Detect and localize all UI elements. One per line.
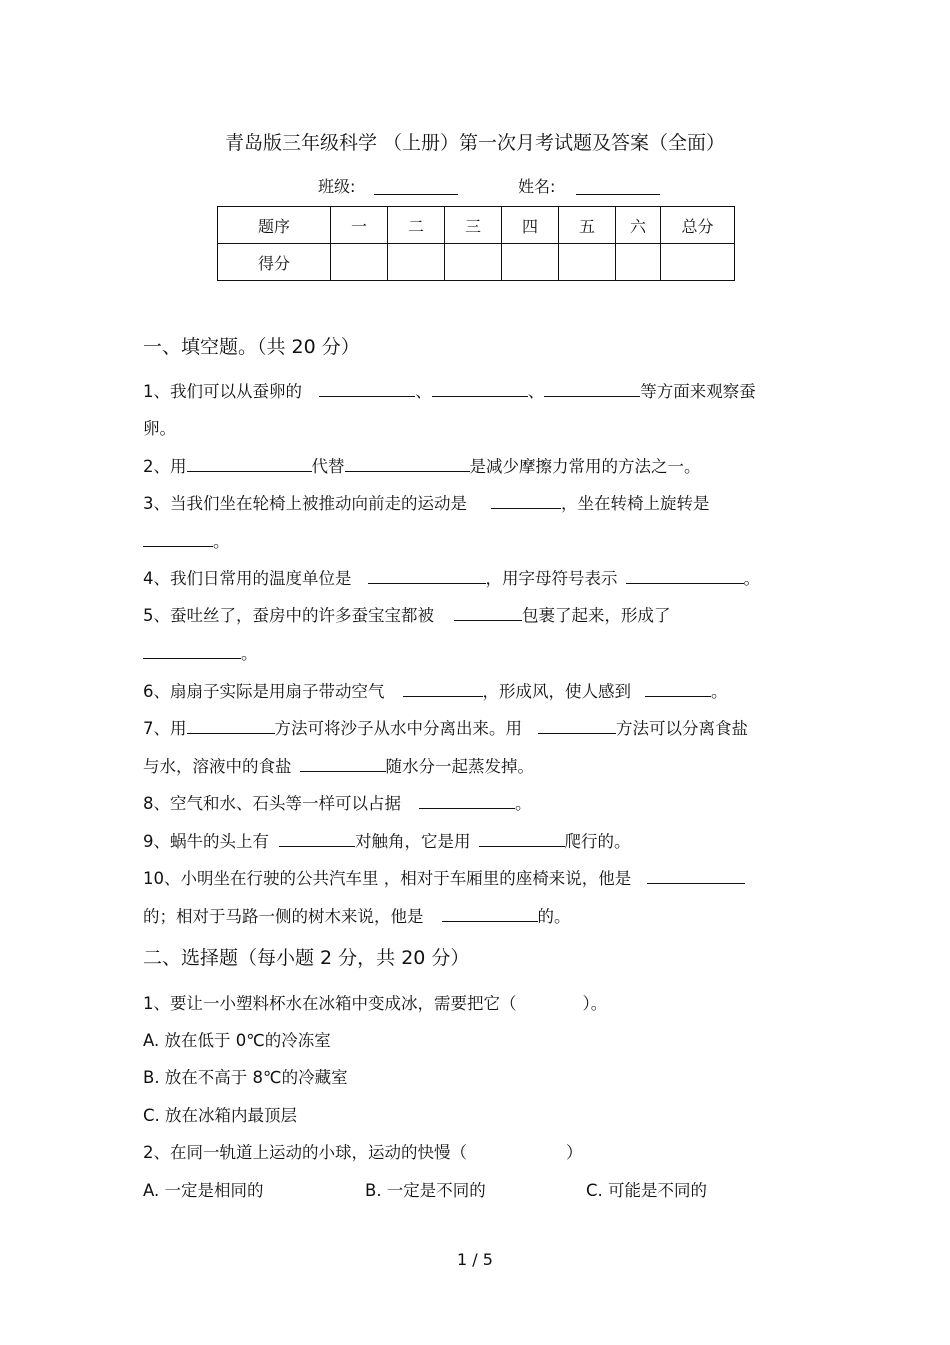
q1-separator: 、 — [527, 382, 545, 401]
q1-blank-3[interactable] — [544, 395, 640, 397]
table-header-cell: 二 — [388, 207, 445, 244]
question-9-fill — [143, 828, 631, 852]
mc-q1-option-c[interactable]: C. 放在冰箱内最顶层 — [143, 1106, 298, 1125]
q3-text: ，坐在转椅上旋转是 — [561, 494, 710, 513]
question-2-fill — [143, 453, 701, 477]
q9-blank-2[interactable] — [479, 845, 565, 847]
q1-separator: 、 — [415, 382, 432, 401]
q3-text: 。 — [213, 532, 230, 551]
mc-question-1-stem: 1、要让一小塑料杯水在冰箱中变成冰，需要把它（ ）。 — [143, 994, 608, 1013]
q2-blank-2[interactable] — [345, 470, 470, 472]
score-table-score-row — [218, 244, 735, 281]
score-cell[interactable] — [661, 244, 735, 281]
score-cell[interactable] — [502, 244, 559, 281]
q1-text: 1、我们可以从蚕卵的 — [143, 382, 302, 401]
q9-text: 9、蜗牛的头上有 — [143, 832, 269, 851]
question-3-fill-wrap — [143, 528, 230, 552]
question-7-fill-wrap — [143, 753, 534, 777]
q7-blank-1[interactable] — [187, 732, 275, 734]
q8-text: 8、空气和水、石头等一样可以占据 — [143, 794, 401, 813]
question-7-fill — [143, 715, 748, 739]
score-cell[interactable] — [616, 244, 661, 281]
q9-text: 对触角，它是用 — [355, 832, 471, 851]
question-10-fill — [143, 865, 745, 889]
question-10-fill-wrap — [143, 903, 571, 927]
table-header-cell: 题序 — [218, 207, 331, 244]
q5-blank-2[interactable] — [143, 657, 241, 659]
table-header-cell: 一 — [331, 207, 388, 244]
q1-blank-2[interactable] — [432, 395, 528, 397]
question-6-fill — [143, 678, 728, 702]
question-3-fill — [143, 490, 710, 514]
q5-blank-1[interactable] — [454, 619, 522, 621]
q6-text: ，形成风，使人感到 — [482, 682, 631, 701]
mc-q1-option-a[interactable]: A. 放在低于 0℃的冷冻室 — [143, 1031, 331, 1050]
q10-text: 10、小明坐在行驶的公共汽车里 ，相对于车厢里的座椅来说，他是 — [143, 869, 632, 888]
mc-q2-option-b[interactable]: B. 一定是不同的 — [365, 1181, 486, 1200]
mc-question-2-stem: 2、在同一轨道上运动的小球，运动的快慢（ ） — [143, 1143, 583, 1162]
q6-text: 。 — [711, 682, 728, 701]
q5-text: 5、蚕吐丝了，蚕房中的许多蚕宝宝都被 — [143, 606, 434, 625]
q8-text: 。 — [515, 794, 532, 813]
q4-text: 。 — [743, 569, 760, 588]
q3-text: 3、当我们坐在轮椅上被推动向前走的运动是 — [143, 494, 467, 513]
table-header-cell: 五 — [559, 207, 616, 244]
q2-text: 是减少摩擦力常用的方法之一。 — [469, 457, 701, 476]
q1-blank-1[interactable] — [319, 395, 415, 397]
q7-text: 与水，溶液中的食盐 — [143, 757, 292, 776]
q7-text: 方法可以分离食盐 — [616, 719, 748, 738]
name-label: 姓名: — [518, 177, 556, 196]
question-5-fill-wrap — [143, 640, 258, 664]
q6-blank-1[interactable] — [403, 695, 483, 697]
q10-text: 的。 — [537, 907, 571, 926]
q4-blank-2[interactable] — [626, 582, 744, 584]
question-1-fill — [143, 378, 756, 402]
table-header-cell: 三 — [445, 207, 502, 244]
score-cell[interactable] — [388, 244, 445, 281]
q4-text: 4、我们日常用的温度单位是 — [143, 569, 352, 588]
question-4-fill — [143, 565, 760, 589]
q7-blank-3[interactable] — [300, 770, 386, 772]
q1-text-cont: 等方面来观察蚕 — [640, 382, 756, 401]
table-header-cell: 总分 — [661, 207, 735, 244]
score-cell[interactable] — [559, 244, 616, 281]
q7-text: 方法可将沙子从水中分离出来。用 — [274, 719, 522, 738]
q4-blank-1[interactable] — [368, 582, 486, 584]
q3-blank-1[interactable] — [491, 507, 561, 509]
q2-text: 代替 — [311, 457, 345, 476]
mc-q1-option-b[interactable]: B. 放在不高于 8℃的冷藏室 — [143, 1068, 348, 1087]
document-title: 青岛版三年级科学 （上册）第一次月考试题及答案（全面） — [224, 132, 726, 154]
q2-text: 2、用 — [143, 457, 187, 476]
mc-q2-option-a[interactable]: A. 一定是相同的 — [143, 1181, 264, 1200]
q6-blank-2[interactable] — [645, 695, 711, 697]
q9-blank-1[interactable] — [279, 845, 355, 847]
q7-text: 7、用 — [143, 719, 187, 738]
q4-text: ，用字母符号表示 — [485, 569, 618, 588]
q8-blank-1[interactable] — [419, 807, 515, 809]
score-table — [217, 206, 735, 281]
section-heading-fill-in: 一、填空题。（共 20 分） — [143, 336, 360, 358]
q7-text: 随水分一起蒸发掉。 — [385, 757, 534, 776]
score-table-header-row — [218, 207, 735, 244]
q5-text: 包裹了起来，形成了 — [522, 606, 671, 625]
q10-blank-2[interactable] — [442, 920, 538, 922]
q10-text: 的；相对于马路一侧的树木来说，他是 — [143, 907, 424, 926]
q5-text: 。 — [241, 644, 258, 663]
q9-text: 爬行的。 — [564, 832, 631, 851]
score-cell[interactable] — [445, 244, 502, 281]
page-number: 1 / 5 — [457, 1250, 493, 1269]
table-header-cell: 六 — [616, 207, 661, 244]
mc-q2-option-c[interactable]: C. 可能是不同的 — [586, 1181, 708, 1200]
section-heading-multiple-choice: 二、选择题（每小题 2 分，共 20 分） — [143, 947, 470, 969]
q7-blank-2[interactable] — [538, 732, 616, 734]
score-row-label: 得分 — [218, 244, 331, 281]
question-1-fill-wrap: 卵。 — [143, 419, 176, 438]
q2-blank-1[interactable] — [187, 470, 312, 472]
question-8-fill — [143, 790, 532, 814]
score-cell[interactable] — [331, 244, 388, 281]
question-5-fill — [143, 602, 671, 626]
name-blank[interactable] — [576, 193, 660, 195]
class-blank[interactable] — [374, 193, 458, 195]
q3-blank-2[interactable] — [143, 545, 213, 547]
q10-blank-1[interactable] — [647, 882, 745, 884]
q6-text: 6、扇扇子实际是用扇子带动空气 — [143, 682, 385, 701]
class-label: 班级: — [318, 177, 356, 196]
table-header-cell: 四 — [502, 207, 559, 244]
